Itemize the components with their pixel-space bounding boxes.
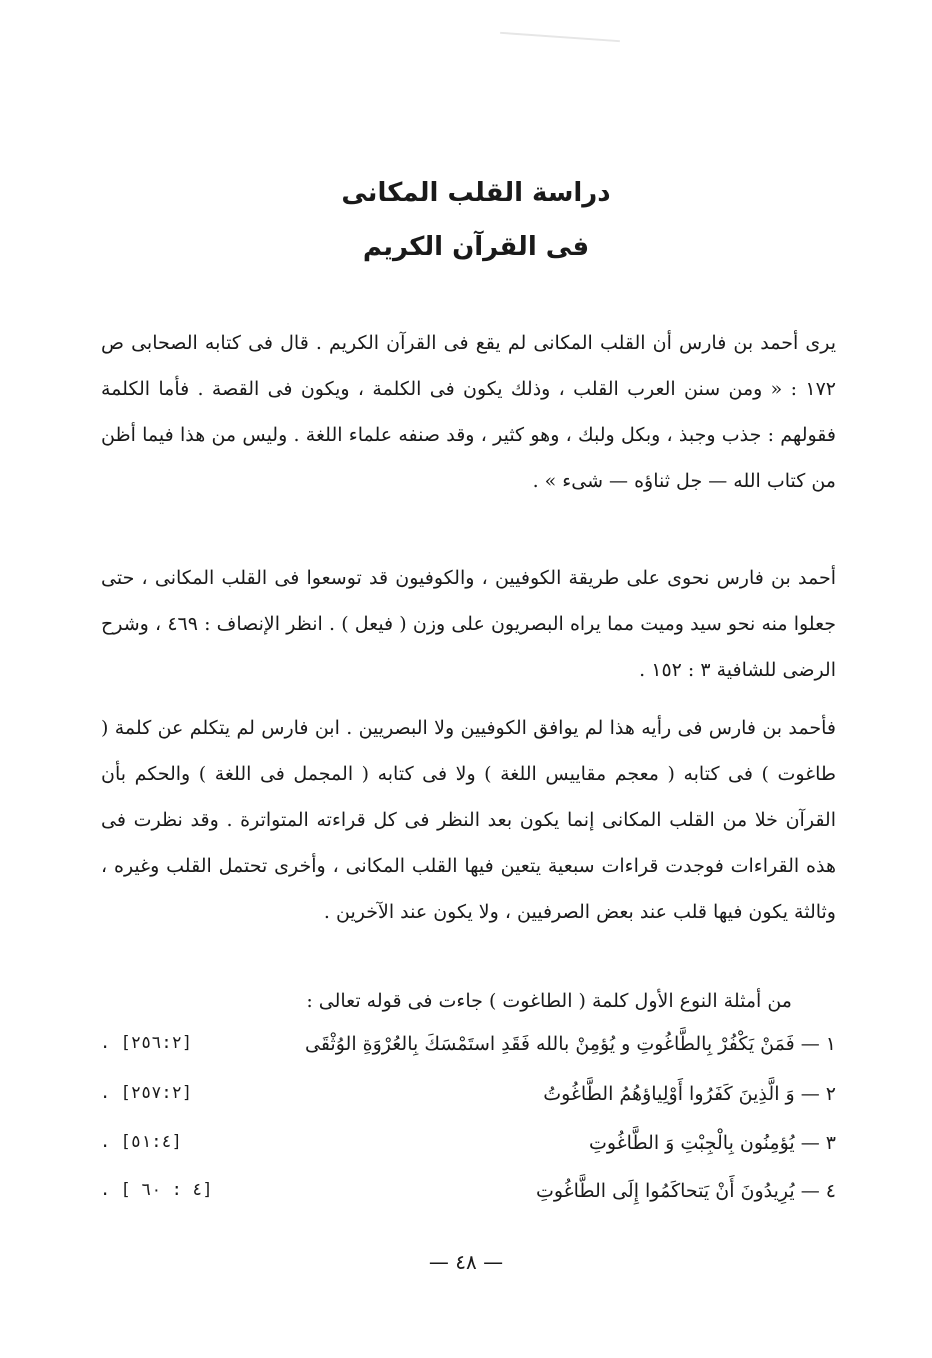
page-number: — ٤٨ — bbox=[428, 1250, 504, 1274]
paragraph-ibn-faris-claim: يرى أحمد بن فارس أن القلب المكانى لم يقع فى القرآن الكريم . قال فى كتابه الصحابى ص ١٧٢ : « ومن سنن العرب القلب ، وذلك يكون فى الكلمة ، ويكون فى القصة . فأما الكلمة فقولهم : جذب وجبذ ، وبكل ولبك ، وهو كثير ، وقد صنفه علماء اللغة . وليس من هذا فيما أظن من كتاب الله — جل ثناؤه — شىء » . bbox=[101, 332, 836, 492]
verse-text: ٢ — وَ الَّذِينَ كَفَرُوا أَوْلِياؤهُمُ الطَّاغُوتُ bbox=[543, 1083, 836, 1105]
paragraph-analysis: فأحمد بن فارس فى رأيه هذا لم يوافق الكوفيين ولا البصريين . ابن فارس لم يتكلم عن كلمة ( طاغوت ) فى كتابه ( معجم مقاييس اللغة ) ولا فى كتابه ( المجمل فى اللغة ) والحكم بأن القرآن خلا من القلب المكانى إنما يكون بعد النظر فى كل قراءته المتواترة . وقد نظرت فى هذه القراءات فوجدت قراءات سبعية يتعين فيها القلب المكانى ، وأخرى تحتمل القلب وغيره ، وثالثة يكون فيها قلب عند بعض الصرفيين ، ولا يكون عند الآخرين . bbox=[101, 717, 836, 923]
verse-line bbox=[100, 1132, 836, 1176]
verse-line bbox=[100, 1033, 836, 1077]
verse-reference: [٤ : ٦٠ ] . bbox=[100, 1180, 213, 1200]
page-title: دراسة القلب المكانى bbox=[341, 178, 611, 208]
verse-text: ٣ — يُؤمِنُون بِالْجِبْتِ وَ الطَّاغُوتِ bbox=[589, 1132, 836, 1154]
scan-artifact bbox=[500, 32, 620, 42]
examples-intro: من أمثلة النوع الأول كلمة ( الطاغوت ) جاءت فى قوله تعالى : bbox=[306, 990, 792, 1012]
verse-line bbox=[100, 1083, 836, 1127]
verse-text: ١ — فَمَنْ يَكْفُرْ بِالطَّاغُوتِ و يُؤمِنْ بالله فَقَدِ استَمْسَكَ بِالعُرْوَةِ الوُثْقَى bbox=[304, 1033, 836, 1055]
verse-reference: [٥١:٤] . bbox=[100, 1132, 182, 1152]
verse-line bbox=[100, 1180, 836, 1224]
verse-reference: [٢٥٦:٢] . bbox=[100, 1033, 193, 1053]
page-subtitle: فى القرآن الكريم bbox=[362, 232, 590, 262]
verse-text: ٤ — يُرِيدُونَ أَنْ يَتحاكَمُوا إِلَى الطَّاغُوتِ bbox=[535, 1180, 836, 1202]
verse-reference: [٢٥٧:٢] . bbox=[100, 1083, 193, 1103]
paragraph-kufan-note: أحمد بن فارس نحوى على طريقة الكوفيين ، والكوفيون قد توسعوا فى القلب المكانى ، حتى جعلوا منه نحو سيد وميت مما يراه البصريون على وزن ( فيعل ) . انظر الإنصاف : ٤٦٩ ، وشرح الرضى للشافية ٣ : ١٥٢ . bbox=[101, 567, 837, 681]
